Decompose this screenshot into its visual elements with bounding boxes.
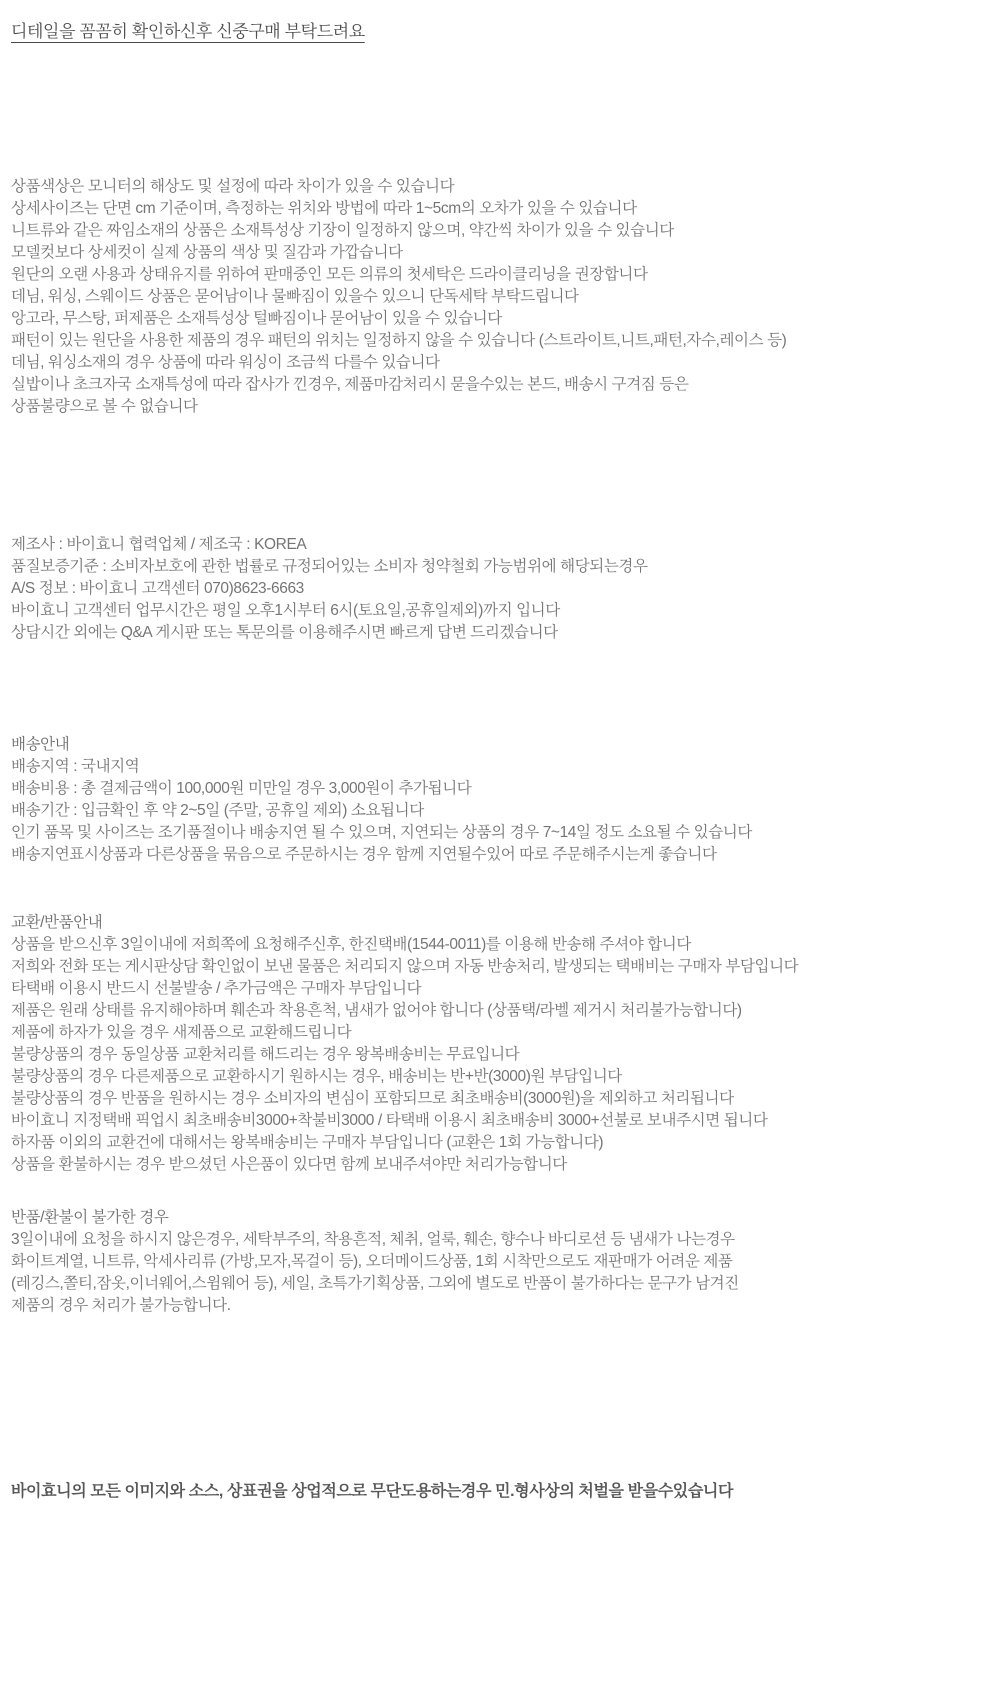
shipping-line: 인기 품목 및 사이즈는 조기품절이나 배송지연 될 수 있으며, 지연되는 상품의 경우 7~14일 정도 소요될 수 있습니다 bbox=[11, 824, 752, 841]
exchange-line: 불량상품의 경우 반품을 원하시는 경우 소비자의 변심이 포함되므로 최초배송비(3000원)을 제외하고 처리됩니다 bbox=[11, 1090, 734, 1107]
product-care-notice-section bbox=[11, 176, 786, 418]
shipping-line: 배송지연표시상품과 다른상품을 묶음으로 주문하시는 경우 함께 지연될수있어 따로 주문해주시는게 좋습니다 bbox=[11, 846, 717, 863]
manufacturer-line: 바이효니 고객센터 업무시간은 평일 오후1시부터 6시(토요일,공휴일제외)까지 입니다 bbox=[11, 602, 560, 619]
exchange-line: 제품은 원래 상태를 유지해야하며 훼손과 착용흔척, 냄새가 없어야 합니다 (상품택/라벨 제거시 처리불가능합니다) bbox=[11, 1002, 742, 1019]
notice-line: 원단의 오랜 사용과 상태유지를 위하여 판매중인 모든 의류의 첫세탁은 드라이클리닝을 권장합니다 bbox=[11, 266, 648, 283]
shipping-line: 배송지역 : 국내지역 bbox=[11, 758, 140, 775]
shipping-line: 배송기간 : 입금확인 후 약 2~5일 (주말, 공휴일 제외) 소요됩니다 bbox=[11, 802, 424, 819]
exchange-line: 제품에 하자가 있을 경우 새제품으로 교환해드립니다 bbox=[11, 1024, 352, 1041]
notice-line: 모델컷보다 상세컷이 실제 상품의 색상 및 질감과 가깝습니다 bbox=[11, 244, 403, 261]
no-return-line: 3일이내에 요청을 하시지 않은경우, 세탁부주의, 착용흔적, 체취, 얼룩, 훼손, 향수나 바디로션 등 냄새가 나는경우 bbox=[11, 1231, 735, 1248]
notice-line: 데님, 워싱소재의 경우 상품에 따라 워싱이 조금씩 다를수 있습니다 bbox=[11, 354, 440, 371]
exchange-line: 불량상품의 경우 다른제품으로 교환하시기 원하시는 경우, 배송비는 반+반(3000)원 부담입니다 bbox=[11, 1068, 622, 1085]
notice-line: 니트류와 같은 짜임소재의 상품은 소재특성상 기장이 일정하지 않으며, 약간씩 차이가 있을 수 있습니다 bbox=[11, 222, 674, 239]
notice-line: 상품색상은 모니터의 해상도 및 설정에 따라 차이가 있을 수 있습니다 bbox=[11, 178, 455, 195]
no-return-heading: 반품/환불이 불가한 경우 bbox=[11, 1209, 169, 1226]
notice-line: 실밥이나 초크자국 소재특성에 따라 잡사가 낀경우, 제품마감처리시 묻을수있는 본드, 배송시 구겨짐 등은 bbox=[11, 376, 689, 393]
notice-line: 앙고라, 무스탕, 퍼제품은 소재특성상 털빠짐이나 묻어남이 있을 수 있습니다 bbox=[11, 310, 502, 327]
shipping-line: 배송비용 : 총 결제금액이 100,000원 미만일 경우 3,000원이 추가됩니다 bbox=[11, 780, 472, 797]
exchange-line: 하자품 이외의 교환건에 대해서는 왕복배송비는 구매자 부담입니다 (교환은 1회 가능합니다) bbox=[11, 1134, 604, 1151]
no-return-line: 제품의 경우 처리가 불가능합니다. bbox=[11, 1297, 231, 1314]
manufacturer-info-section bbox=[11, 534, 648, 644]
notice-line: 데님, 워싱, 스웨이드 상품은 묻어남이나 물빠짐이 있을수 있으니 단독세탁 부탁드립니다 bbox=[11, 288, 579, 305]
notice-line: 패턴이 있는 원단을 사용한 제품의 경우 패턴의 위치는 일정하지 않을 수 있습니다 (스트라이트,니트,패턴,자수,레이스 등) bbox=[11, 332, 787, 349]
shipping-info-section bbox=[11, 734, 752, 866]
no-return-line: (레깅스,쫄티,잠옷,이너웨어,스윔웨어 등), 세일, 초특가기획상품, 그외에 별도로 반품이 불가하다는 문구가 남겨진 bbox=[11, 1275, 739, 1292]
no-return-line: 화이트계열, 니트류, 악세사리류 (가방,모자,목걸이 등), 오더메이드상품, 1회 시착만으로도 재판매가 어려운 제품 bbox=[11, 1253, 733, 1270]
exchange-line: 타택배 이용시 반드시 선불발송 / 추가금액은 구매자 부담입니다 bbox=[11, 980, 422, 997]
notice-line: 상품불량으로 볼 수 없습니다 bbox=[11, 398, 198, 415]
shipping-info-heading: 배송안내 bbox=[11, 736, 70, 753]
exchange-line: 상품을 환불하시는 경우 받으셨던 사은품이 있다면 함께 보내주셔야만 처리가능합니다 bbox=[11, 1156, 567, 1173]
exchange-return-heading: 교환/반품안내 bbox=[11, 914, 103, 931]
manufacturer-line: 상담시간 외에는 Q&A 게시판 또는 톡문의를 이용해주시면 빠르게 답변 드리겠습니다 bbox=[11, 624, 558, 641]
exchange-line: 바이효니 지정택배 픽업시 최초배송비3000+착불비3000 / 타택배 이용시 최초배송비 3000+선불로 보내주시면 됩니다 bbox=[11, 1112, 768, 1129]
copyright-warning: 바이효니의 모든 이미지와 소스, 상표권을 상업적으로 무단도용하는경우 민.형사상의 처벌을 받을수있습니다 bbox=[11, 1483, 734, 1500]
exchange-line: 상품을 받으신후 3일이내에 저희쪽에 요청해주신후, 한진택배(1544-0011)를 이용해 반송해 주셔야 합니다 bbox=[11, 936, 691, 953]
exchange-line: 불량상품의 경우 동일상품 교환처리를 해드리는 경우 왕복배송비는 무료입니다 bbox=[11, 1046, 520, 1063]
exchange-line: 저희와 전화 또는 게시판상담 확인없이 보낸 물품은 처리되지 않으며 자동 반송처리, 발생되는 택배비는 구매자 부담입니다 bbox=[11, 958, 799, 975]
notice-line: 상세사이즈는 단면 cm 기준이며, 측정하는 위치와 방법에 따라 1~5cm의 오차가 있을 수 있습니다 bbox=[11, 200, 637, 217]
page-title: 디테일을 꼼꼼히 확인하신후 신중구매 부탁드려요 bbox=[11, 22, 365, 41]
manufacturer-line: 품질보증기준 : 소비자보호에 관한 법률로 규정되어있는 소비자 청약철회 가능범위에 해당되는경우 bbox=[11, 558, 648, 575]
manufacturer-line: A/S 정보 : 바이효니 고객센터 070)8623-6663 bbox=[11, 580, 304, 597]
exchange-return-section bbox=[11, 912, 798, 1176]
manufacturer-line: 제조사 : 바이효니 협력업체 / 제조국 : KOREA bbox=[11, 536, 307, 553]
no-return-section bbox=[11, 1207, 739, 1317]
